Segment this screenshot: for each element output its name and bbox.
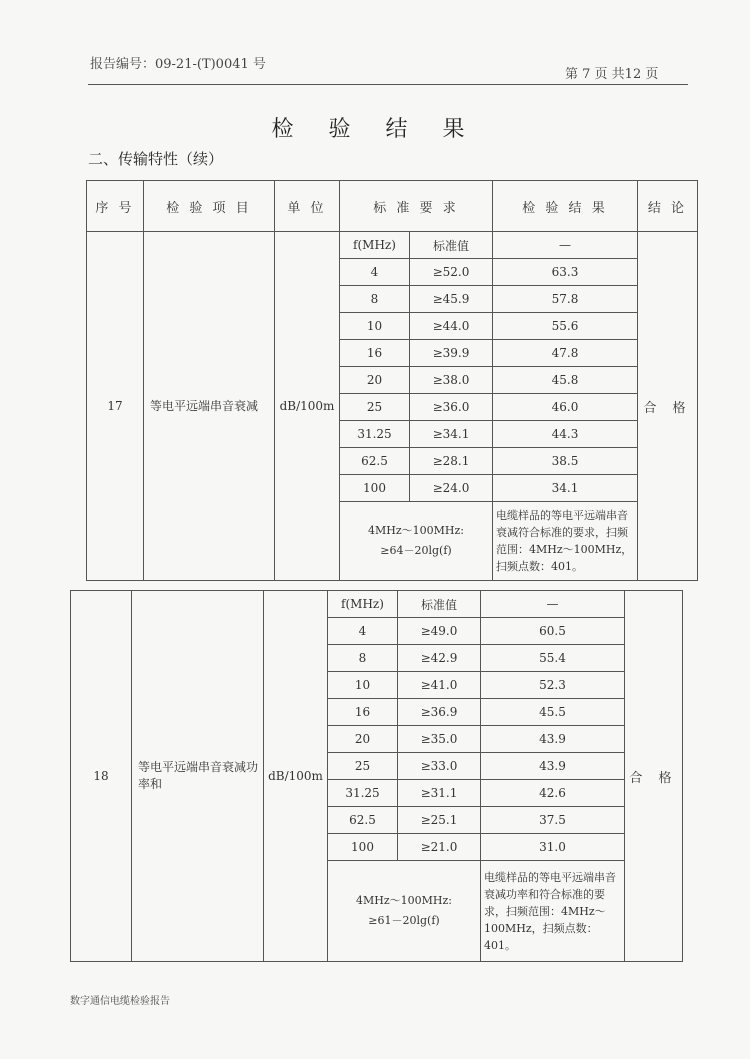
result-cell: 63.3	[493, 259, 638, 286]
std-cell: ≥35.0	[398, 726, 481, 753]
freq-cell: 25	[328, 753, 398, 780]
col-seq: 序 号	[87, 181, 144, 232]
formula: ≥64－20lg(f)	[380, 544, 452, 557]
col-item: 检 验 项 目	[144, 181, 275, 232]
freq-cell: 10	[340, 313, 410, 340]
freq-cell: 20	[328, 726, 398, 753]
item-conclusion: 合 格	[625, 591, 683, 962]
col-conclusion: 结 论	[638, 181, 698, 232]
item-conclusion: 合 格	[638, 232, 698, 581]
item-unit: dB/100m	[264, 591, 328, 962]
freq-cell: 31.25	[340, 421, 410, 448]
freq-cell: 16	[328, 699, 398, 726]
std-cell: ≥34.1	[410, 421, 493, 448]
result-header: —	[493, 232, 638, 259]
item-seq: 18	[71, 591, 132, 962]
formula-range: 4MHz～100MHz:	[367, 524, 464, 537]
freq-cell: 20	[340, 367, 410, 394]
table-header-row	[87, 181, 698, 232]
formula-cell	[340, 502, 493, 581]
formula-range: 4MHz～100MHz:	[355, 894, 452, 907]
result-cell: 34.1	[493, 475, 638, 502]
result-cell: 45.5	[481, 699, 625, 726]
std-cell: ≥44.0	[410, 313, 493, 340]
std-cell: ≥24.0	[410, 475, 493, 502]
freq-cell: 8	[340, 286, 410, 313]
result-cell: 45.8	[493, 367, 638, 394]
std-header: 标准值	[398, 591, 481, 618]
std-cell: ≥33.0	[398, 753, 481, 780]
result-cell: 60.5	[481, 618, 625, 645]
std-cell: ≥31.1	[398, 780, 481, 807]
result-cell: 57.8	[493, 286, 638, 313]
result-cell: 44.3	[493, 421, 638, 448]
result-note: 电缆样品的等电平远端串音衰减符合标准的要求，扫频范围：4MHz～100MHz，扫频点数：401。	[493, 502, 638, 581]
header-divider	[88, 84, 688, 85]
item-name: 等电平远端串音衰减	[144, 232, 275, 581]
std-cell: ≥45.9	[410, 286, 493, 313]
result-cell: 31.0	[481, 834, 625, 861]
std-cell: ≥25.1	[398, 807, 481, 834]
freq-cell: 25	[340, 394, 410, 421]
std-cell: ≥52.0	[410, 259, 493, 286]
freq-cell: 62.5	[328, 807, 398, 834]
std-cell: ≥36.9	[398, 699, 481, 726]
freq-cell: 62.5	[340, 448, 410, 475]
footer-text: 数字通信电缆检验报告	[70, 996, 170, 1007]
results-table-17	[86, 180, 698, 581]
freq-cell: 31.25	[328, 780, 398, 807]
section-heading: 二、传输特性（续）	[88, 150, 224, 168]
result-note: 电缆样品的等电平远端串音衰减功率和符合标准的要求，扫频范围：4MHz～100MHz，扫频点数：401。	[481, 861, 625, 962]
freq-header: f(MHz)	[340, 232, 410, 259]
std-cell: ≥39.9	[410, 340, 493, 367]
col-result: 检 验 结 果	[493, 181, 638, 232]
result-cell: 55.6	[493, 313, 638, 340]
result-cell: 42.6	[481, 780, 625, 807]
item-seq: 17	[87, 232, 144, 581]
freq-cell: 10	[328, 672, 398, 699]
std-cell: ≥42.9	[398, 645, 481, 672]
std-cell: ≥38.0	[410, 367, 493, 394]
std-cell: ≥41.0	[398, 672, 481, 699]
col-unit: 单 位	[275, 181, 340, 232]
result-cell: 46.0	[493, 394, 638, 421]
result-header: —	[481, 591, 625, 618]
report-number: 报告编号：09-21-(T)0041 号	[90, 57, 266, 72]
std-cell: ≥49.0	[398, 618, 481, 645]
std-cell: ≥21.0	[398, 834, 481, 861]
freq-cell: 100	[328, 834, 398, 861]
page-indicator: 第 7 页 共12 页	[565, 67, 659, 82]
formula-cell	[328, 861, 481, 962]
freq-cell: 8	[328, 645, 398, 672]
result-cell: 52.3	[481, 672, 625, 699]
freq-cell: 4	[340, 259, 410, 286]
result-cell: 38.5	[493, 448, 638, 475]
freq-cell: 16	[340, 340, 410, 367]
formula: ≥61－20lg(f)	[368, 914, 440, 927]
result-cell: 47.8	[493, 340, 638, 367]
result-cell: 37.5	[481, 807, 625, 834]
std-cell: ≥28.1	[410, 448, 493, 475]
result-cell: 43.9	[481, 726, 625, 753]
std-header: 标准值	[410, 232, 493, 259]
col-standard: 标 准 要 求	[340, 181, 493, 232]
item-name: 等电平远端串音衰减功率和	[132, 591, 264, 962]
freq-cell: 4	[328, 618, 398, 645]
result-cell: 55.4	[481, 645, 625, 672]
page-title: 检 验 结 果	[271, 117, 479, 142]
std-cell: ≥36.0	[410, 394, 493, 421]
results-table-18	[70, 590, 683, 962]
freq-cell: 100	[340, 475, 410, 502]
freq-header: f(MHz)	[328, 591, 398, 618]
result-cell: 43.9	[481, 753, 625, 780]
item-unit: dB/100m	[275, 232, 340, 581]
